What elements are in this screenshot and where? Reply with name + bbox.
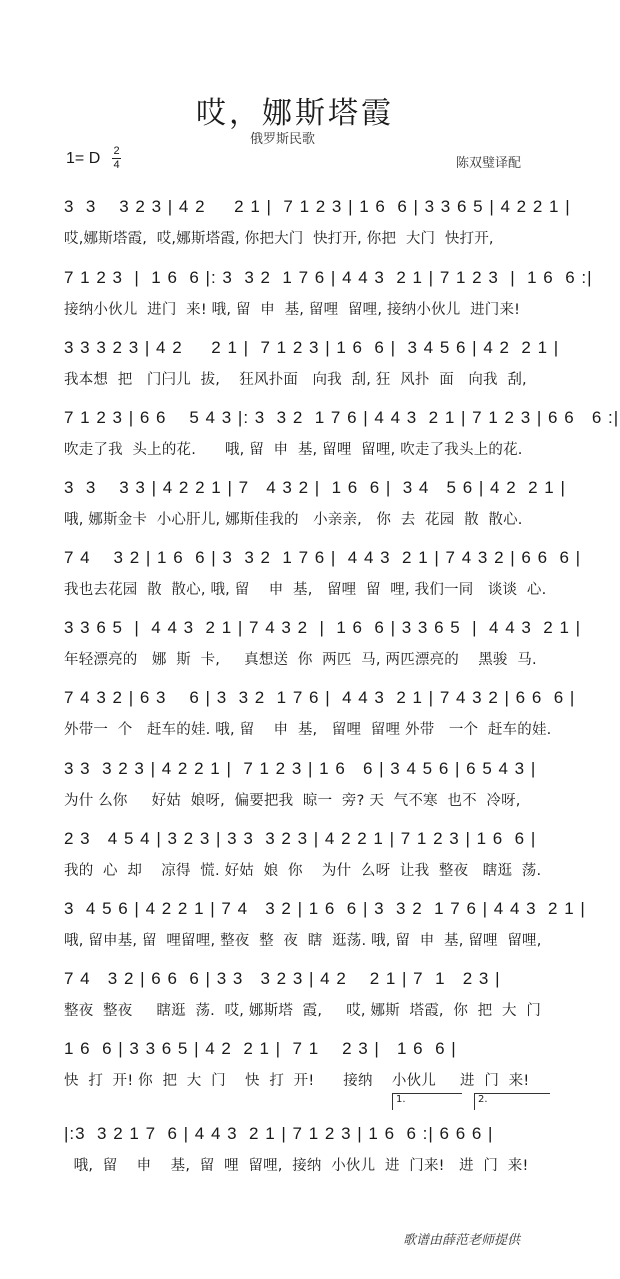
score-system <box>0 197 620 261</box>
score-system <box>0 688 620 752</box>
score-system <box>0 618 620 682</box>
score-system <box>0 268 620 332</box>
lyrics-line: 外带一 个 赶车的娃. 哦, 留 申 基, 留哩 留哩 外带 一个 赶车的娃. <box>64 722 552 738</box>
notation-line: 3 3 6 5 | 4 4 3 2 1 | 7 4 3 2 | 1 6 6 | 3 3 6 5 | 4 4 3 2 1 | <box>64 618 582 637</box>
lyrics-line: 哦, 留 申 基, 留 哩 留哩, 接纳 小伙儿 进 门来! 进 门 来! <box>64 1158 529 1174</box>
lyrics-line: 我的 心 却 凉得 慌. 好姑 娘 你 为什 么呀 让我 整夜 瞎逛 荡. <box>64 863 542 879</box>
score-system <box>0 829 620 893</box>
notation-line: 3 3 3 2 3 | 4 2 2 1 | 7 1 2 3 | 1 6 6 | 3 4 5 6 | 4 2 2 1 | <box>64 338 560 357</box>
notation-line: 3 3 3 3 | 4 2 2 1 | 7 4 3 2 | 1 6 6 | 3 4 5 6 | 4 2 2 1 | <box>64 478 566 497</box>
score-system <box>0 548 620 612</box>
lyrics-line: 为什 么你 好姑 娘呀, 偏要把我 晾一 旁? 天 气不寒 也不 冷呀, <box>64 793 521 809</box>
lyrics-line: 年轻漂亮的 娜 斯 卡, 真想送 你 两匹 马, 两匹漂亮的 黑骏 马. <box>64 652 537 668</box>
score-system <box>0 759 620 823</box>
volta-first: 1. <box>392 1093 462 1110</box>
score-system <box>0 478 620 542</box>
notation-line: 1 6 6 | 3 3 6 5 | 4 2 2 1 | 7 1 2 3 | 1 6 6 | <box>64 1039 457 1058</box>
lyrics-line: 我本想 把 门闩儿 拔, 狂风扑面 向我 刮, 狂 风扑 面 向我 刮, <box>64 372 527 388</box>
notation-line: 7 1 2 3 | 1 6 6 |: 3 3 2 1 7 6 | 4 4 3 2 1 | 7 1 2 3 | 1 6 6 :| <box>64 268 593 287</box>
notation-line: 3 3 3 2 3 | 4 2 2 1 | 7 1 2 3 | 1 6 6 | 3 3 6 5 | 4 2 2 1 | <box>64 197 571 216</box>
notation-line: 7 4 3 2 | 6 6 6 | 3 3 3 2 3 | 4 2 2 1 | 7 1 2 3 | <box>64 969 501 988</box>
notation-line: 7 4 3 2 | 1 6 6 | 3 3 2 1 7 6 | 4 4 3 2 1 | 7 4 3 2 | 6 6 6 | <box>64 548 582 567</box>
lyrics-line: 哦, 娜斯金卡 小心肝儿, 娜斯佳我的 小亲亲, 你 去 花园 散 散心. <box>64 512 523 528</box>
lyrics-line: 哦, 留申基, 留 哩留哩, 整夜 整 夜 瞎 逛荡. 哦, 留 申 基, 留哩 留哩, <box>64 933 542 949</box>
score-system <box>0 408 620 472</box>
time-signature <box>112 146 121 171</box>
lyrics-line: 整夜 整夜 瞎逛 荡. 哎, 娜斯塔 霞, 哎, 娜斯 塔霞, 你 把 大 门 <box>64 1003 542 1019</box>
volta-second: 2. <box>474 1093 550 1110</box>
notation-line: 7 4 3 2 | 6 3 6 | 3 3 2 1 7 6 | 4 4 3 2 1 | 7 4 3 2 | 6 6 6 | <box>64 688 576 707</box>
subtitle: 俄罗斯民歌 <box>250 132 316 147</box>
score-system <box>0 899 620 963</box>
arranger: 陈双璧译配 <box>456 156 522 171</box>
lyrics-line: 我也去花园 散 散心, 哦, 留 申 基, 留哩 留 哩, 我们一同 谈谈 心. <box>64 582 547 598</box>
lyrics-line: 接纳小伙儿 进门 来! 哦, 留 申 基, 留哩 留哩, 接纳小伙儿 进门来! <box>64 302 521 318</box>
notation-line: |:3 3 2 1 7 6 | 4 4 3 2 1 | 7 1 2 3 | 1 6 6 :| 6 6 6 | <box>64 1124 494 1143</box>
notation-line: 3 4 5 6 | 4 2 2 1 | 7 4 3 2 | 1 6 6 | 3 3 2 1 7 6 | 4 4 3 2 1 | <box>64 899 586 918</box>
score-system <box>0 338 620 402</box>
notation-line: 3 3 3 2 3 | 4 2 2 1 | 7 1 2 3 | 1 6 6 | 3 4 5 6 | 6 5 4 3 | <box>64 759 537 778</box>
notation-line: 7 1 2 3 | 6 6 5 4 3 |: 3 3 2 1 7 6 | 4 4 3 2 1 | 7 1 2 3 | 6 6 6 :| <box>64 408 620 427</box>
lyrics-line: 哎,娜斯塔霞, 哎,娜斯塔霞, 你把大门 快打开, 你把 大门 快打开, <box>64 231 494 247</box>
key-signature: 1= D <box>66 150 101 167</box>
notation-line: 2 3 4 5 4 | 3 2 3 | 3 3 3 2 3 | 4 2 2 1 | 7 1 2 3 | 1 6 6 | <box>64 829 537 848</box>
score-system <box>0 1124 620 1188</box>
score-system <box>0 969 620 1033</box>
time-top: 2 <box>113 145 120 157</box>
lyrics-line: 快 打 开! 你 把 大 门 快 打 开! 接纳 小伙儿 进 门 来! <box>64 1073 530 1089</box>
credit: 歌谱由薛范老师提供 <box>402 1233 520 1248</box>
lyrics-line: 吹走了我 头上的花. 哦, 留 申 基, 留哩 留哩, 吹走了我头上的花. <box>64 442 523 458</box>
page-title: 哎，娜斯塔霞 <box>196 96 394 131</box>
time-bottom: 4 <box>113 159 120 171</box>
